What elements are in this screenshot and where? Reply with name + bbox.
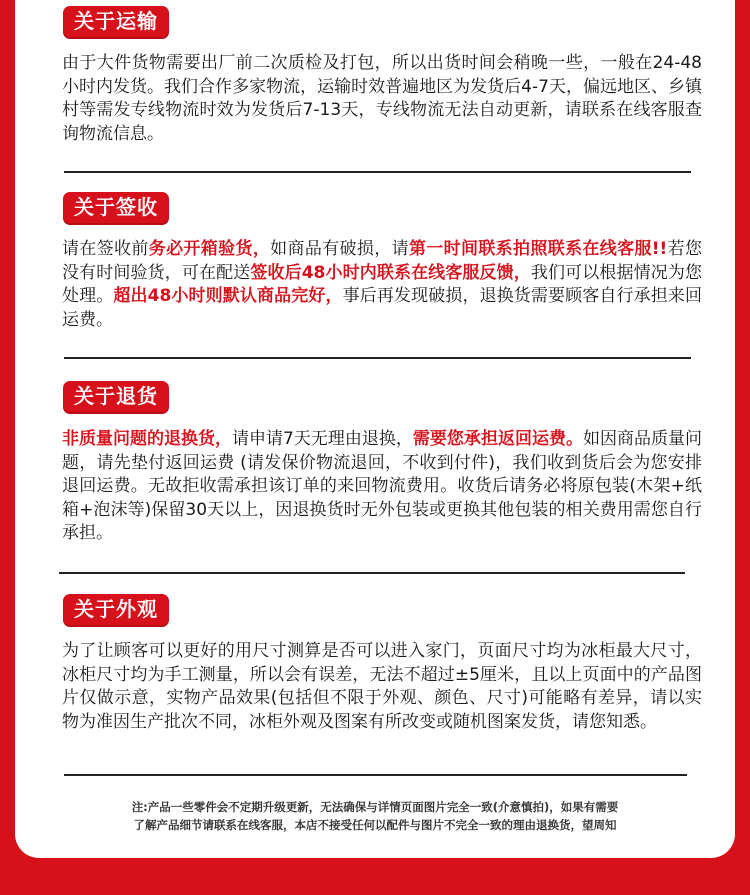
text-run: 请申请7天无理由退换， [232, 429, 413, 449]
emphasis-text: 超出48小时则默认商品完好， [113, 286, 343, 306]
text-run: 事后再发现破损，退换货需要顾客自行承担来回运费。 [62, 286, 703, 330]
text-run: 若您没有时间验货，可在配送 [62, 239, 703, 283]
divider [59, 572, 685, 574]
section-title: 关于退货 [63, 381, 169, 412]
info-card [15, 0, 735, 858]
section-paragraph [62, 238, 702, 332]
footnote [45, 798, 705, 834]
section-title: 关于运输 [63, 6, 169, 37]
text-run: 请在签收前 [62, 239, 149, 259]
section-paragraph [62, 428, 702, 546]
section-paragraph [62, 640, 702, 734]
text-run: 由于大件货物需要出厂前二次质检及打包，所以出货时间会稍晚一些，一般在24-48小时内发货。我们合作多家物流，运输时效普遍地区为发货后4-7天，偏远地区、乡镇村等需发专线物流时效为发货后7-13天，专线物流无法自动更新，请联系在线客服查询物流信息。 [62, 53, 702, 144]
section-title: 关于签收 [63, 192, 169, 223]
divider [64, 171, 691, 173]
divider [64, 357, 691, 359]
footnote-line-1: 注:产品一些零件会不定期升级更新，无法确保与详情页面图片完全一致(介意慎拍)，如果有需要 [131, 800, 619, 814]
text-run: 我们可以根据情况为您处理。 [62, 262, 703, 306]
text-run: 为了让顾客可以更好的用尺寸测算是否可以进入家门，页面尺寸均为冰柜最大尺寸，冰柜尺寸均为手工测量，所以会有误差，无法不超过±5厘米，且以上页面中的产品图片仅做示意，实物产品效果(包括但不限于外观、颜色、尺寸)可能略有差异，请以实物为准因生产批次不同，冰柜外观及图案有所改变或随机图案发货，请您知悉。 [62, 641, 702, 732]
emphasis-text: 签收后48小时内联系在线客服反馈， [250, 262, 531, 283]
section-title: 关于外观 [63, 594, 169, 625]
section-paragraph [62, 52, 702, 146]
emphasis-text: 非质量问题的退换货， [62, 429, 233, 449]
text-run: 如商品有破损，请 [270, 239, 409, 259]
footnote-line-2: 了解产品细节请联系在线客服，本店不接受任何以配件与图片不完全一致的理由退换货，望周知 [133, 818, 617, 832]
emphasis-text: 需要您承担返回运费。 [412, 429, 583, 449]
divider [64, 774, 687, 776]
text-run: 如因商品质量问题，请先垫付返回运费 (请发保价物流退回，不收到付件)，我们收到货后会为您安排退回运费。无故拒收需承担该订单的来回物流费用。收货后请务必将原包装(木架+纸箱+泡沫等)保留30天以上，因退换货时无外包装或更换其他包装的相关费用需您自行承担。 [62, 429, 702, 543]
emphasis-text: 务必开箱验货， [148, 239, 271, 259]
emphasis-text: 第一时间联系拍照联系在线客服!! [408, 239, 668, 259]
